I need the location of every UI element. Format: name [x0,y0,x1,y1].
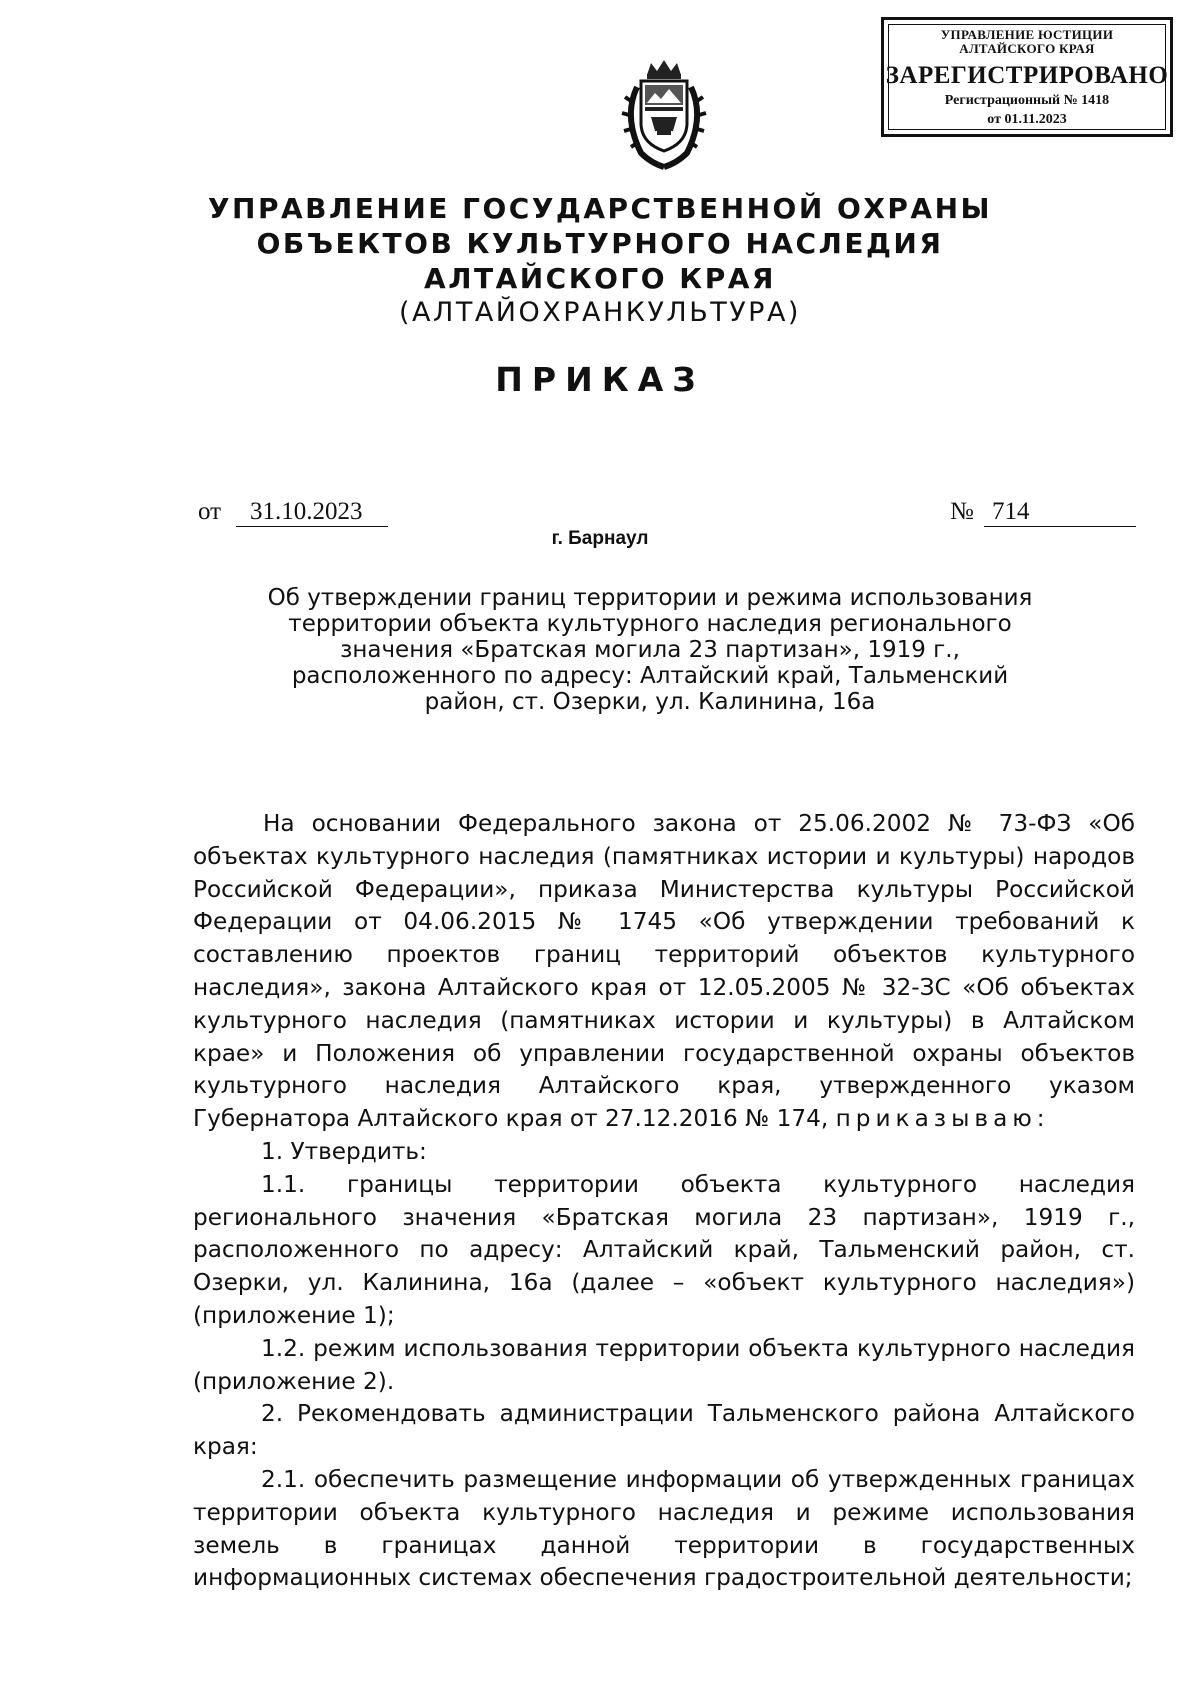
stamp-reg-date: от 01.11.2023 [987,112,1067,127]
paragraph-1-2: 1.2. режим использования территории объекта культурного наследия (приложение 2). [193,1334,1135,1395]
document-body [193,808,1135,1595]
stamp-inner-frame [888,24,1166,130]
order-word: приказываю: [835,1105,1050,1133]
document-number: 714 [984,498,1136,527]
preamble-paragraph [193,808,1135,1136]
document-title: ПРИКАЗ [495,360,705,399]
preamble-text: На основании Федерального закона от 25.06.2002 № 73-ФЗ «Об объектах культурного наследия (памятниках истории и культуры) народов Российской Федерации», приказа Министерства культуры Российской Федерации от 04.06.2015 № 1745 «Об утверждении требований к составлению проектов границ территорий объектов культурного наследия», закона Алтайского края от 12.05.2005 № 32-ЗС «Об объектах культурного наследия (памятниках истории и культуры) в Алтайском крае» и Положения об управлении государственной охраны объектов культурного наследия Алтайского края, утвержденного указом Губернатора Алтайского края от 27.12.2016 № 174, [193,810,1135,1133]
document-subject [240,585,1060,715]
header-line3: АЛТАЙСКОГО КРАЯ [424,262,776,295]
subject-line4: расположенного по адресу: Алтайский край, Тальменский [291,663,1009,689]
paragraph-2-1: 2.1. обеспечить размещение информации об утвержденных границах территории объекта культурного наследия и режиме использования земель в границах данной территории в государственных информационных системах обеспечения градостроительной деятельности; [193,1465,1135,1592]
stamp-org-line2: АЛТАЙСКОГО КРАЯ [959,41,1095,56]
paragraph-1: 1. Утвердить: [261,1137,427,1165]
subject-line1: Об утверждении границ территории и режима использования [267,585,1033,611]
header-line2: ОБЪЕКТОВ КУЛЬТУРНОГО НАСЛЕДИЯ [256,227,944,260]
stamp-org-line1: УПРАВЛЕНИЕ ЮСТИЦИИ [940,27,1114,42]
coat-of-arms-icon [617,57,711,173]
number-label: № [950,498,974,525]
city: г. Барнаул [551,528,649,549]
paragraph-2: 2. Рекомендовать администрации Тальменского района Алтайского края: [193,1400,1135,1461]
subject-line5: район, ст. Озерки, ул. Калинина, 16а [424,689,876,715]
subject-line2: территории объекта культурного наследия регионального [288,611,1012,637]
paragraph-1-1: 1.1. границы территории объекта культурного наследия регионального значения «Братская могила 23 партизан», 1919 г., расположенного по адресу: Алтайский край, Тальменский район, ст. Озерки, ул. Калинина, 16а (далее – «объект культурного наследия») (приложение 1); [193,1170,1135,1329]
stamp-reg-number: Регистрационный № 1418 [944,93,1110,108]
number-line [950,498,1030,526]
subject-line3: значения «Братская могила 23 партизан», 1919 г., [340,637,960,663]
header-line1: УПРАВЛЕНИЕ ГОСУДАРСТВЕННОЙ ОХРАНЫ [207,192,993,225]
stamp-registered: ЗАРЕГИСТРИРОВАНО [885,62,1169,89]
document-date: 31.10.2023 [236,498,388,527]
registration-stamp [881,17,1173,137]
issuer-header [0,191,1200,330]
date-label: от [198,498,222,525]
header-line4: (АЛТАЙОХРАНКУЛЬТУРА) [399,297,801,328]
date-line [198,498,363,526]
